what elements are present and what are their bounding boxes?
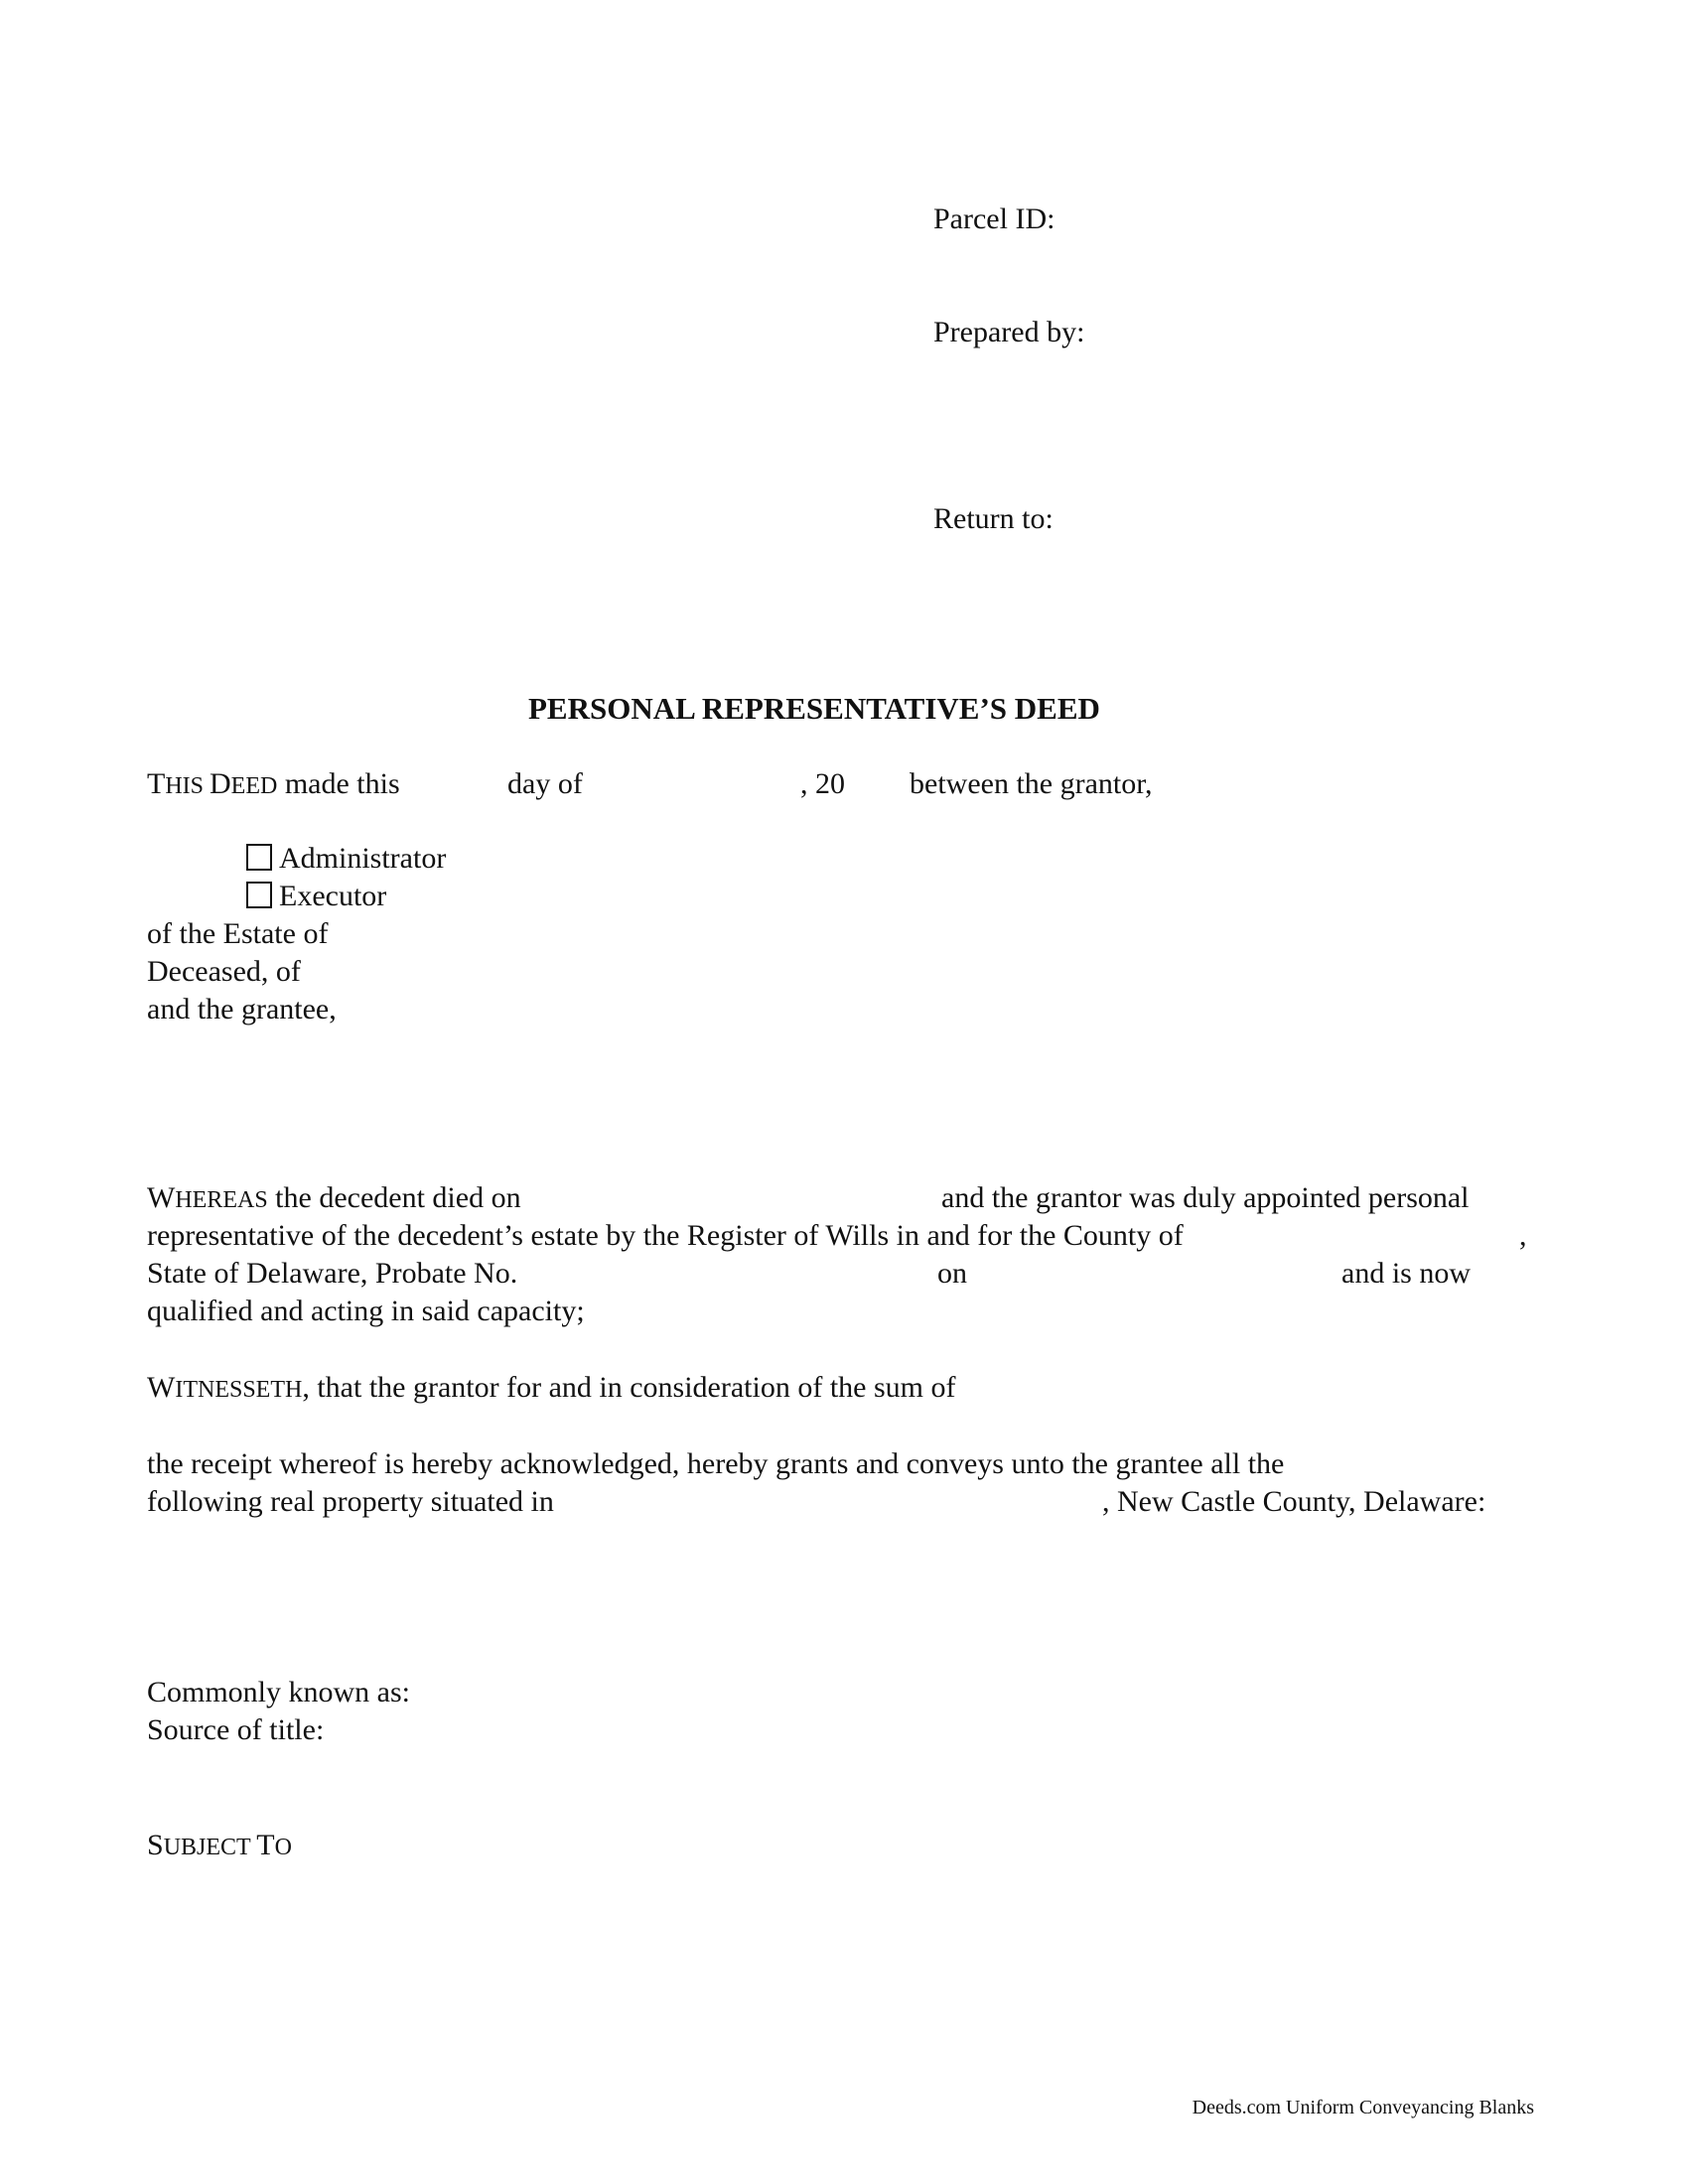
document-title: PERSONAL REPRESENTATIVE’S DEED (528, 691, 1100, 726)
grantee-label: and the grantee, (147, 993, 337, 1025)
deceased-of-label: Deceased, of (147, 955, 301, 988)
parcel-id-label: Parcel ID: (933, 203, 1055, 235)
executor-label: Executor (279, 880, 387, 912)
administrator-checkbox[interactable] (246, 844, 272, 871)
appointed-text: and the grantor was duly appointed personal (941, 1181, 1470, 1214)
source-of-title-label: Source of title: (147, 1713, 325, 1746)
whereas-phrase: WHEREAS the decedent died on (147, 1181, 521, 1214)
is-now-text: and is now (1341, 1257, 1471, 1290)
representative-text: representative of the decedent’s estate by the Register of Wills in and for the County of (147, 1219, 1184, 1252)
between-grantor-label: between the grantor, (910, 767, 1153, 800)
qualified-text: qualified and acting in said capacity; (147, 1295, 585, 1327)
return-to-label: Return to: (933, 502, 1054, 535)
administrator-label: Administrator (279, 842, 447, 875)
situated-text: following real property situated in (147, 1485, 554, 1518)
day-of-label: day of (507, 767, 583, 800)
subject-to-label: SUBJECT TO (147, 1829, 292, 1861)
probate-on-label: on (937, 1257, 967, 1290)
county-comma: , (1519, 1219, 1527, 1252)
witnesseth-phrase: WITNESSETH, that the grantor for and in consideration of the sum of (147, 1371, 956, 1404)
executor-checkbox[interactable] (246, 882, 272, 908)
year-prefix: , 20 (800, 767, 845, 800)
estate-of-label: of the Estate of (147, 917, 329, 950)
commonly-known-label: Commonly known as: (147, 1676, 411, 1708)
prepared-by-label: Prepared by: (933, 316, 1085, 348)
probate-text: State of Delaware, Probate No. (147, 1257, 518, 1290)
receipt-text: the receipt whereof is hereby acknowledged, hereby grants and conveys unto the grantee all the (147, 1447, 1285, 1480)
county-state-text: , New Castle County, Delaware: (1102, 1485, 1486, 1518)
this-deed-phrase: THIS DEED made this (147, 767, 400, 800)
footer-text: Deeds.com Uniform Conveyancing Blanks (1192, 2097, 1534, 2118)
